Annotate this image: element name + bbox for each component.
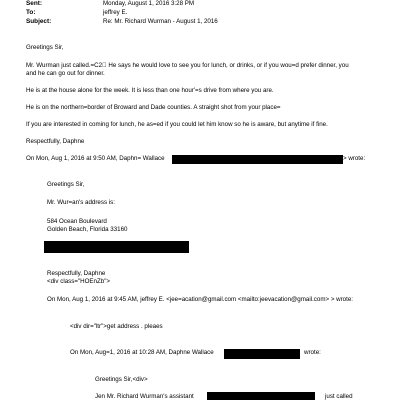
redaction-bar [172,155,343,164]
subject-value: Re: Mr. Richard Wurman - August 1, 2016 [103,18,218,25]
redaction-bar [224,349,300,359]
sent-value: Monday, August 1, 2016 3:28 PM [103,0,195,7]
quoted3-line-suffix: just called [325,393,353,400]
quoted1-addr-line1: 584 Ocean Boulevard [47,218,107,225]
to-label: To: [26,9,36,16]
body-line2: He is at the house alone for the week. It is less than one hour'=s drive from where you are. [26,87,274,94]
quoted3-greeting: Greetings Sir,<div> [95,376,148,383]
quoted1-addr-intro: Mr. Wur=an's address is: [47,199,115,206]
quoted2-line: <div dir="ltr">get address . pleaes [70,323,163,330]
body-line3: He is on the northern=border of Broward and Dade counties. A straight shot from your place= [26,104,281,111]
body-line4: If you are interested in coming for lunch, he as=ed if you could let him know so he is aware, but anytime if fine. [26,121,328,128]
quoted1-div-line: <div class="HOEnZb"> [47,278,111,285]
quoted3-line-prefix: Jen Mr. Richard Wurman's assistant [95,393,194,400]
quoted2-quote-header-suffix: wrote: [304,349,321,356]
quote1-header-prefix: On Mon, Aug 1, 2016 at 9:50 AM, Daphn= Wallace [26,155,165,162]
sent-label: Sent: [26,0,42,7]
quoted1-addr-line2: Golden Beach, Florida 33160 [47,226,128,233]
body-line1b: and he can go out for dinner. [26,70,105,77]
to-value: jeffrey E. [103,9,128,16]
quoted2-quote-header-prefix: On Mon, Aug=1, 2016 at 10:28 AM, Daphne Wallace [70,349,214,356]
quoted1-quote-header: On Mon, Aug 1, 2016 at 9:45 AM, jeffrey E. <jee=acation@gmail.com <mailto:jeevacation@gmail.com> > wrote: [47,296,353,303]
body-line1a: Mr. Wurman just called.=C2  He says he would love to see you for lunch, or drinks, or if you wou=d prefer dinner, you [26,62,349,69]
quoted1-closing: Respectfully, Daphne [47,270,106,277]
body-closing: Respectfully, Daphne [26,138,85,145]
quote1-header-suffix: > wrote: [343,155,366,162]
redaction-bar [44,241,189,253]
quoted1-greeting: Greetings Sir, [47,181,85,188]
redaction-bar [207,392,315,400]
body-greeting: Greetings Sir, [26,44,64,51]
subject-label: Subject: [26,18,52,25]
